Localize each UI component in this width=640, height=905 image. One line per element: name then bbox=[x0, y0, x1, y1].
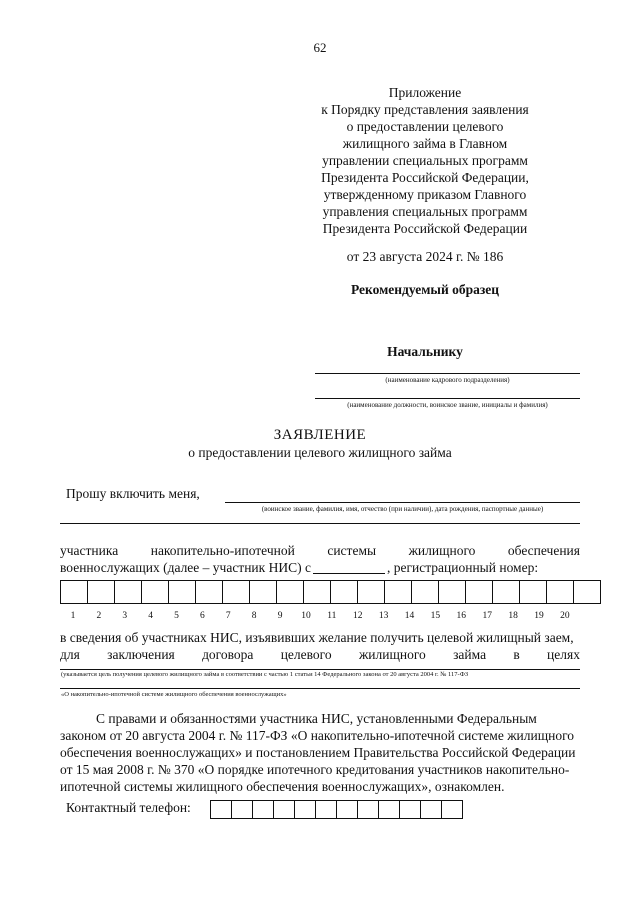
word: жилищного bbox=[408, 543, 476, 558]
digit-box[interactable] bbox=[465, 580, 493, 604]
phone-digit-box[interactable] bbox=[336, 800, 358, 819]
paragraph-line: обеспечения военнослужащих» и постановлением Правительства Российской Федерации bbox=[60, 745, 576, 760]
appendix-line: жилищного займа в Главном bbox=[342, 136, 508, 151]
phone-boxes[interactable] bbox=[210, 800, 462, 819]
digit-box[interactable] bbox=[330, 580, 358, 604]
box-number: 10 bbox=[301, 611, 311, 621]
box-number: 12 bbox=[352, 611, 363, 621]
appendix-line: о предоставлении целевого bbox=[346, 119, 504, 134]
phone-digit-box[interactable] bbox=[378, 800, 400, 819]
box-number: 18 bbox=[508, 611, 518, 621]
word: участника bbox=[60, 543, 119, 558]
date-blank[interactable] bbox=[313, 560, 385, 574]
digit-box[interactable] bbox=[357, 580, 385, 604]
digit-box[interactable] bbox=[195, 580, 223, 604]
word: займа bbox=[453, 647, 487, 662]
digit-box[interactable] bbox=[573, 580, 601, 604]
box-number: 8 bbox=[251, 611, 257, 621]
box-number: 14 bbox=[404, 611, 415, 621]
word: жилищного bbox=[358, 647, 426, 662]
digit-box[interactable] bbox=[438, 580, 466, 604]
purpose-line bbox=[60, 647, 580, 663]
department-line[interactable] bbox=[315, 373, 580, 374]
word: заключения bbox=[107, 647, 175, 662]
appendix-line: утвержденному приказом Главного bbox=[323, 187, 527, 202]
position-hint: (наименование должности, воинское звание, инициалы и фамилия) bbox=[347, 401, 548, 409]
paragraph-line: ипотечной системы жилищного обеспечения военнослужащих», ознакомлен. bbox=[60, 779, 505, 794]
box-number: 6 bbox=[200, 611, 205, 621]
participant-line-1 bbox=[60, 543, 580, 559]
word: целях bbox=[547, 647, 580, 662]
registration-label: , регистрационный номер: bbox=[386, 560, 539, 575]
phone-digit-box[interactable] bbox=[231, 800, 253, 819]
phone-digit-box[interactable] bbox=[294, 800, 316, 819]
box-number: 13 bbox=[378, 611, 389, 621]
word: целевого bbox=[280, 647, 332, 662]
box-number: 19 bbox=[534, 611, 544, 621]
person-hint: (воинское звание, фамилия, имя, отчество (при наличии), дата рождения, паспортные данные) bbox=[261, 505, 544, 513]
digit-box[interactable] bbox=[276, 580, 304, 604]
participant-line-2 bbox=[60, 560, 538, 576]
box-number: 1 bbox=[70, 611, 76, 621]
box-number: 5 bbox=[174, 611, 179, 621]
appendix-header bbox=[300, 84, 550, 237]
phone-digit-box[interactable] bbox=[399, 800, 421, 819]
word: договора bbox=[202, 647, 254, 662]
word: системы bbox=[327, 543, 377, 558]
appendix-line: Приложение bbox=[388, 85, 462, 100]
box-number: 20 bbox=[560, 611, 570, 621]
phone-digit-box[interactable] bbox=[273, 800, 295, 819]
registration-number-boxes[interactable] bbox=[60, 580, 600, 604]
phone-digit-box[interactable] bbox=[210, 800, 232, 819]
digit-box[interactable] bbox=[141, 580, 169, 604]
digit-box[interactable] bbox=[222, 580, 250, 604]
document-title: ЗАЯВЛЕНИЕ bbox=[273, 427, 367, 443]
person-line[interactable] bbox=[225, 502, 580, 503]
purpose-hint: (указывается цель получения целевого жилищного займа в соответствии с частью 1 статьи 14 Федерального закона от 20 августа 2004 г. № 117-ФЗ bbox=[61, 671, 469, 678]
appendix-line: управления специальных программ bbox=[322, 204, 528, 219]
phone-digit-box[interactable] bbox=[420, 800, 442, 819]
purpose-field-line[interactable] bbox=[60, 669, 580, 670]
paragraph-line: от 15 мая 2008 г. № 370 «О порядке ипотечного кредитования участников накопительно- bbox=[60, 762, 570, 777]
word: обеспечения bbox=[507, 543, 580, 558]
department-hint: (наименование кадрового подразделения) bbox=[385, 376, 510, 384]
word: накопительно-ипотечной bbox=[150, 543, 295, 558]
person-line-2[interactable] bbox=[60, 523, 580, 524]
paragraph-line: законом от 20 августа 2004 г. № 117-ФЗ «О накопительно-ипотечной системе жилищного bbox=[60, 728, 575, 743]
purpose-field-line-2[interactable] bbox=[60, 688, 580, 689]
box-number: 15 bbox=[430, 611, 441, 621]
box-number: 2 bbox=[96, 611, 102, 621]
request-label: Прошу включить меня, bbox=[66, 486, 200, 501]
digit-box[interactable] bbox=[546, 580, 574, 604]
phone-label: Контактный телефон: bbox=[66, 800, 191, 815]
phone-digit-box[interactable] bbox=[252, 800, 274, 819]
document-subtitle: о предоставлении целевого жилищного займа bbox=[188, 445, 452, 460]
page-number: 62 bbox=[313, 40, 327, 55]
word: для bbox=[60, 647, 80, 662]
digit-box[interactable] bbox=[114, 580, 142, 604]
digit-box[interactable] bbox=[384, 580, 412, 604]
box-number: 4 bbox=[148, 611, 153, 621]
digit-box[interactable] bbox=[249, 580, 277, 604]
appendix-line: к Порядку представления заявления bbox=[321, 102, 529, 117]
digit-box[interactable] bbox=[519, 580, 547, 604]
box-number: 7 bbox=[225, 611, 231, 621]
box-number: 17 bbox=[482, 611, 492, 621]
appendix-line: управлении специальных программ bbox=[322, 153, 528, 168]
phone-digit-box[interactable] bbox=[441, 800, 463, 819]
position-line[interactable] bbox=[315, 398, 580, 399]
paragraph-line: С правами и обязанностями участника НИС, установленными Федеральным bbox=[96, 711, 537, 726]
box-numbers bbox=[60, 611, 578, 621]
order-reference: от 23 августа 2024 г. № 186 bbox=[346, 249, 504, 264]
digit-box[interactable] bbox=[60, 580, 88, 604]
digit-box[interactable] bbox=[492, 580, 520, 604]
appendix-line: Президента Российской Федерации, bbox=[321, 170, 529, 185]
phone-digit-box[interactable] bbox=[357, 800, 379, 819]
word: в bbox=[513, 647, 520, 662]
box-number: 3 bbox=[122, 611, 128, 621]
appendix-line: Президента Российской Федерации bbox=[322, 221, 528, 236]
box-number: 9 bbox=[277, 611, 283, 621]
consent-line: в сведения об участниках НИС, изъявивших желание получить целевой жилищный заем, bbox=[60, 630, 574, 645]
box-number: 11 bbox=[327, 611, 337, 621]
digit-box[interactable] bbox=[411, 580, 439, 604]
recommended-sample-label: Рекомендуемый образец bbox=[350, 282, 500, 297]
box-number: 16 bbox=[456, 611, 467, 621]
digit-box[interactable] bbox=[168, 580, 196, 604]
participant-text: военнослужащих (далее – участник НИС) с bbox=[60, 560, 311, 575]
digit-box[interactable] bbox=[303, 580, 331, 604]
phone-digit-box[interactable] bbox=[315, 800, 337, 819]
digit-box[interactable] bbox=[87, 580, 115, 604]
law-hint: «О накопительно-ипотечной системе жилищного обеспечения военнослужащих» bbox=[61, 691, 287, 698]
addressee-label: Начальнику bbox=[387, 344, 463, 359]
rights-paragraph bbox=[60, 710, 580, 795]
